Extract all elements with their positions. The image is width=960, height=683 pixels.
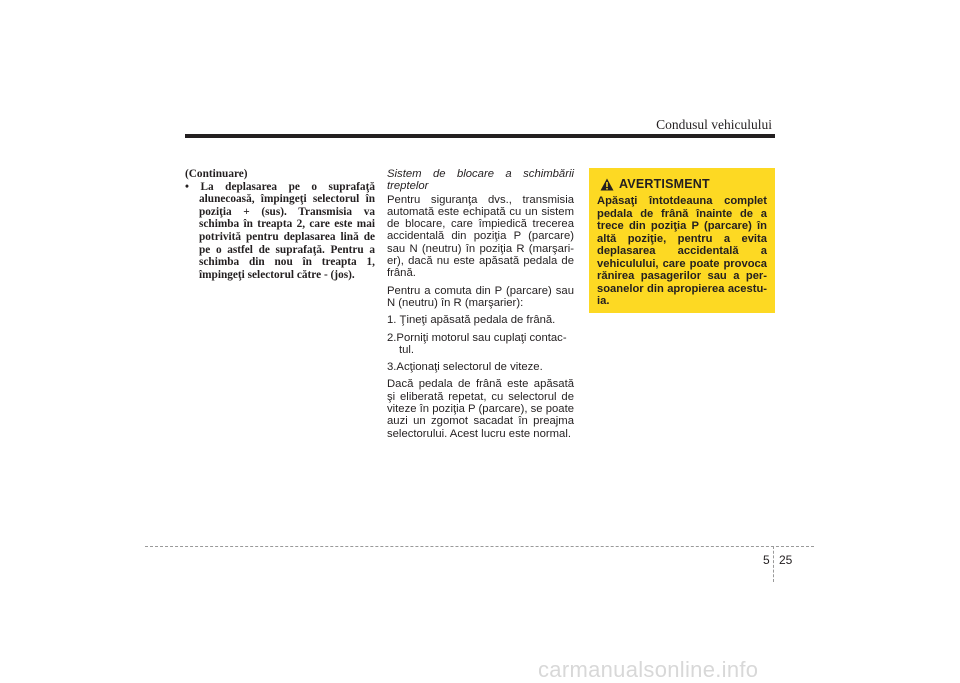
page-header-title: Condusul vehiculului — [656, 117, 772, 132]
chapter-number: 5 — [763, 553, 770, 567]
column-2 — [387, 168, 574, 445]
section-title: Sistem de blocare a schimbării treptelor — [387, 168, 574, 193]
paragraph-intro: Pentru siguranţa dvs., transmisia automată este echipată cu un sistem de blocare, care împiedică trecerea accidentală din poziţia P (parcare) sau N (neutru) în poziţia R (marşari-er), dacă nu este apăsată pedala de frână. — [387, 193, 574, 280]
watermark: carmanualsonline.info — [538, 657, 759, 682]
bullet-slippery-surface: • La deplasarea pe o suprafaţă alunecoasă, împingeţi selectorul în poziţia + (sus). Transmisia va schimba în treapta 2, care este mai potrivită pentru deplasarea lină de pe o astfel de suprafaţă. Pentru a schimba din nou în treapta 1, împingeţi selectorul către - (jos). — [185, 180, 375, 281]
footer-rule — [145, 546, 814, 547]
paragraph-noise: Dacă pedala de frână este apăsată şi eliberată repetat, cu selectorul de viteze în poziţia P (parcare), se poate auzi un zgomot sacadat în preajma selectorului. Acest lucru este normal. — [387, 378, 574, 440]
paragraph-shift: Pentru a comuta din P (parcare) sau N (neutru) în R (marşarier): — [387, 284, 574, 309]
step-1: 1. Ţineţi apăsată pedala de frână. — [387, 314, 556, 327]
step-3: 3.Acţionaţi selectorul de viteze. — [387, 361, 543, 374]
column-1 — [185, 168, 375, 281]
warning-header — [597, 177, 767, 191]
warning-title: AVERTISMENT — [619, 177, 710, 191]
step-2: 2.Porniţi motorul sau cuplaţi contac-tul. — [387, 331, 567, 356]
header-rule — [185, 134, 775, 138]
warning-body: Apăsaţi întotdeauna complet pedala de frână înainte de a trece din poziţia P (parcare) în altă poziţie, pentru a evita deplasarea accidentală a vehiculului, care poate provoca rănirea pasagerilor sau a per-soanelor din apropierea acestu-ia. — [597, 195, 767, 307]
warning-triangle-icon — [600, 178, 614, 191]
continued-label: (Continuare) — [185, 168, 248, 180]
page-number: 25 — [779, 553, 793, 567]
warning-box — [589, 168, 775, 313]
page-number-divider — [773, 546, 774, 582]
